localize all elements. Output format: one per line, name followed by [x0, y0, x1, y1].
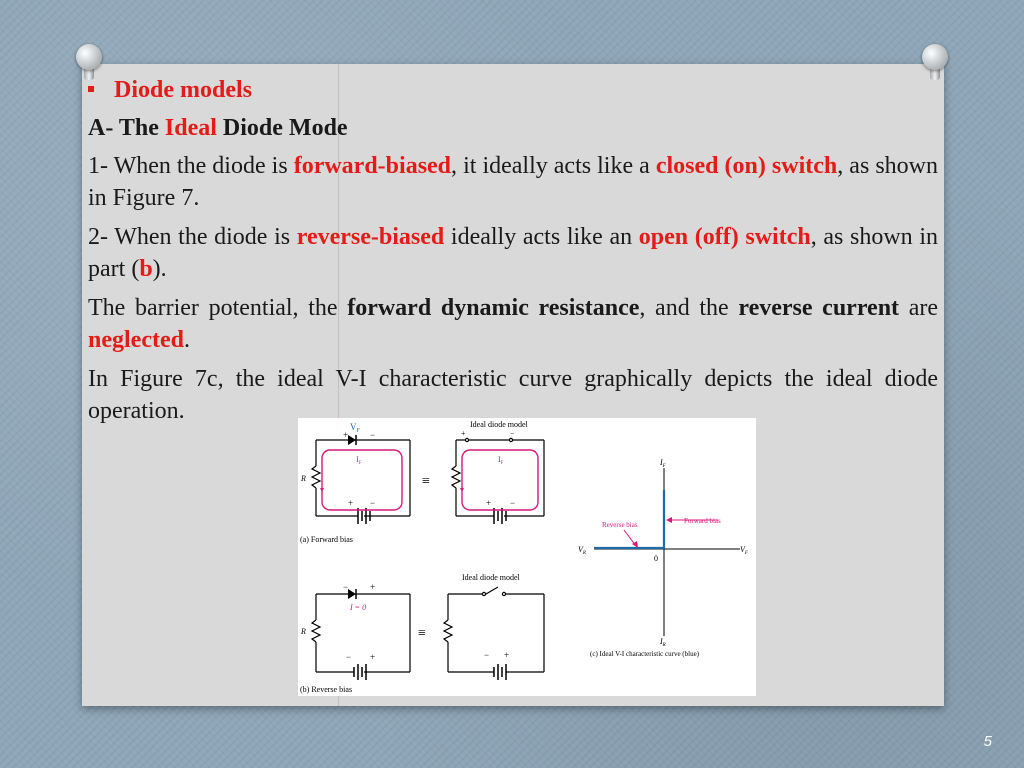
vi-characteristic-plot [594, 468, 740, 636]
svg-text:−: − [510, 429, 515, 438]
vr-axis-label: $V_R$ [578, 545, 586, 556]
paragraph-reverse-bias: 2- When the diode is reverse-biased ideally acts like an open (off) switch, as shown in part (b). [88, 224, 938, 282]
svg-text:≡: ≡ [418, 626, 426, 641]
ir-axis-label: $I_R$ [660, 637, 666, 648]
vf-label: $V_F$ [350, 422, 360, 434]
current-loop-forward [322, 450, 402, 510]
ideal-reverse-circuit [444, 587, 544, 672]
slide-title: Diode models [88, 74, 938, 106]
zero-current-label: I = 0 [350, 603, 367, 612]
svg-text:R: R [301, 627, 306, 636]
svg-text:+: + [486, 498, 492, 508]
svg-text:+: + [504, 650, 510, 660]
svg-text:IF: $I_F$ [498, 455, 504, 466]
caption-forward-bias: (a) Forward bias [300, 535, 353, 544]
reverse-bias-label: Reverse bias [602, 521, 638, 529]
svg-text:+: + [370, 652, 376, 662]
caption-reverse-bias: (b) Reverse bias [300, 685, 352, 694]
caption-vi-curve: (c) Ideal V-I characteristic curve (blue) [590, 650, 700, 658]
if-axis-label: $I_F$ [660, 458, 666, 469]
svg-text:−: − [343, 582, 349, 592]
svg-text:+: + [343, 430, 349, 440]
diode-icon [348, 435, 356, 445]
section-heading: A- The Ideal Diode Mode [88, 115, 348, 141]
ideal-model-label-a: Ideal diode model [470, 420, 528, 429]
slide-content [88, 74, 938, 434]
forward-bias-label: Forward bias [684, 517, 721, 525]
figure-7-diode-models [298, 418, 756, 696]
origin-label: 0 [654, 554, 658, 563]
paragraph-vi-curve: In Figure 7c, the ideal V-I characteristic curve graphically depicts the ideal diode operation. [88, 366, 938, 424]
paragraph-neglected-terms: The barrier potential, the forward dynamic resistance, and the reverse current are neglected. [88, 295, 939, 353]
page-number: 5 [983, 733, 992, 750]
svg-text:−: − [510, 498, 516, 508]
ideal-model-label-b: Ideal diode model [462, 573, 520, 582]
if-label: $I_F$ [356, 455, 362, 466]
svg-text:+: + [461, 429, 466, 438]
figure-svg [298, 418, 756, 696]
resistor-label: R [301, 474, 306, 483]
equivalence-symbol: ≡ [422, 474, 430, 489]
svg-text:−: − [346, 652, 352, 662]
svg-text:−: − [484, 650, 490, 660]
svg-text:−: − [370, 430, 376, 440]
svg-text:−: − [370, 498, 376, 508]
svg-text:+: + [370, 582, 376, 592]
paragraph-forward-bias: 1- When the diode is forward-biased, it ideally acts like a closed (on) switch, as shown in Figure 7. [88, 153, 939, 211]
vf-axis-label: $V_F$ [740, 545, 748, 556]
svg-text:+: + [348, 498, 354, 508]
bullet-icon [88, 86, 94, 92]
